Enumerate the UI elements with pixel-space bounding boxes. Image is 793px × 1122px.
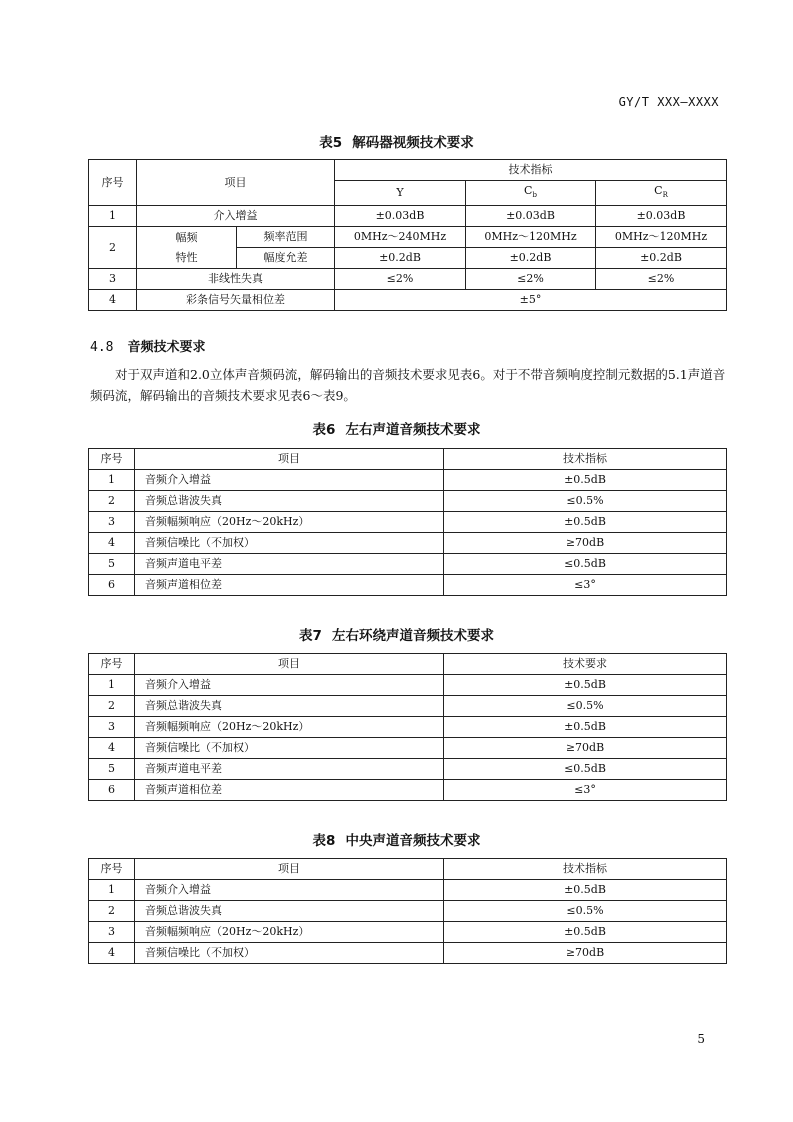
cell-seq: 3 [89, 512, 135, 533]
table6 [88, 448, 727, 596]
cell-spec: ≤0.5dB [444, 554, 727, 575]
cell-seq: 4 [89, 290, 137, 311]
header-spec: 技术指标 [444, 449, 727, 470]
table-row [89, 227, 727, 248]
table8-title: 中央声道音频技术要求 [345, 833, 481, 849]
table-row [89, 512, 727, 533]
table6-title: 左右声道音频技术要求 [345, 422, 481, 438]
cell-item: 音频总谐波失真 [135, 696, 444, 717]
cell-item: 介入增益 [137, 206, 335, 227]
table7-number: 表7 [299, 628, 322, 644]
table-row [89, 717, 727, 738]
table8 [88, 858, 727, 964]
cell-item: 音频声道相位差 [135, 575, 444, 596]
table-header-row [89, 859, 727, 880]
cell-spec: ≥70dB [444, 943, 727, 964]
cell-cr: 0MHz～120MHz [596, 227, 727, 248]
cell-item: 音频声道电平差 [135, 759, 444, 780]
cell-seq: 5 [89, 759, 135, 780]
cell-item: 音频幅频响应（20Hz～20kHz） [135, 512, 444, 533]
cell-spec: ±0.5dB [444, 717, 727, 738]
cell-seq: 3 [89, 717, 135, 738]
table-row [89, 269, 727, 290]
table8-caption [0, 829, 793, 849]
cell-spec: ≤0.5% [444, 901, 727, 922]
cell-subitem: 幅度允差 [237, 248, 335, 269]
table6-number: 表6 [312, 422, 336, 438]
page-number: 5 [697, 1032, 705, 1046]
cell-seq: 4 [89, 943, 135, 964]
cell-item: 彩条信号矢量相位差 [137, 290, 335, 311]
table-row [89, 206, 727, 227]
header-seq: 序号 [89, 449, 135, 470]
cell-item: 音频介入增益 [135, 470, 444, 491]
table-row [89, 943, 727, 964]
cell-spec: ±0.5dB [444, 922, 727, 943]
header-seq: 序号 [89, 160, 137, 206]
table7-caption [0, 624, 793, 644]
table5 [88, 159, 727, 311]
cell-y: ±0.2dB [335, 248, 466, 269]
table5-caption [0, 131, 793, 151]
table7-title: 左右环绕声道音频技术要求 [331, 628, 494, 644]
cell-seq: 2 [89, 696, 135, 717]
cell-item: 音频总谐波失真 [135, 901, 444, 922]
header-cr [596, 181, 727, 206]
section-title: 音频技术要求 [127, 340, 206, 355]
cell-item: 音频信噪比（不加权） [135, 943, 444, 964]
cell-item: 音频声道相位差 [135, 780, 444, 801]
cell-item: 非线性失真 [137, 269, 335, 290]
table-row [89, 533, 727, 554]
cell-merged-spec: ±5° [335, 290, 727, 311]
document-code: GY/T XXX—XXXX [618, 95, 719, 109]
header-item: 项目 [135, 654, 444, 675]
cell-cb: 0MHz～120MHz [466, 227, 596, 248]
header-spec: 技术指标 [444, 859, 727, 880]
cell-spec: ±0.5dB [444, 470, 727, 491]
table-row [89, 880, 727, 901]
header-item: 项目 [135, 449, 444, 470]
header-cb-base: C [524, 184, 533, 197]
cell-item: 音频幅频响应（20Hz～20kHz） [135, 922, 444, 943]
header-spec: 技术要求 [444, 654, 727, 675]
header-seq: 序号 [89, 859, 135, 880]
table7 [88, 653, 727, 801]
table5-number: 表5 [319, 135, 343, 151]
cell-item: 音频声道电平差 [135, 554, 444, 575]
cell-seq: 1 [89, 470, 135, 491]
cell-spec: ±0.5dB [444, 512, 727, 533]
table-row [89, 696, 727, 717]
header-cr-base: C [654, 184, 663, 197]
cell-seq: 2 [89, 901, 135, 922]
header-item: 项目 [135, 859, 444, 880]
table5-title: 解码器视频技术要求 [352, 135, 474, 151]
header-cb-sub: b [532, 191, 537, 200]
cell-cr: ≤2% [596, 269, 727, 290]
header-spec: 技术指标 [335, 160, 727, 181]
table-header-row [89, 160, 727, 181]
cell-seq: 6 [89, 780, 135, 801]
header-item: 项目 [137, 160, 335, 206]
table-row [89, 554, 727, 575]
cell-spec: ≤3° [444, 780, 727, 801]
cell-cb: ±0.2dB [466, 248, 596, 269]
cell-subitem: 频率范围 [237, 227, 335, 248]
table-header-row [89, 449, 727, 470]
cell-seq: 4 [89, 738, 135, 759]
table-row [89, 675, 727, 696]
cell-seq: 6 [89, 575, 135, 596]
cell-spec: ±0.5dB [444, 675, 727, 696]
table-header-row [89, 654, 727, 675]
cell-seq: 3 [89, 922, 135, 943]
cell-item: 音频总谐波失真 [135, 491, 444, 512]
cell-seq: 2 [89, 227, 137, 269]
cell-cb: ±0.03dB [466, 206, 596, 227]
section-paragraph: 对于双声道和2.0立体声音频码流，解码输出的音频技术要求见表6。对于不带音频响度控制元数据的5.1声道音频码流，解码输出的音频技术要求见表6～表9。 [90, 367, 726, 403]
cell-seq: 3 [89, 269, 137, 290]
cell-spec: ≥70dB [444, 533, 727, 554]
cell-seq: 1 [89, 675, 135, 696]
table8-number: 表8 [312, 833, 336, 849]
cell-seq: 4 [89, 533, 135, 554]
cell-cb: ≤2% [466, 269, 596, 290]
table-row [89, 491, 727, 512]
cell-y: 0MHz～240MHz [335, 227, 466, 248]
table-row [89, 922, 727, 943]
section-number: 4.8 [90, 340, 114, 355]
cell-seq: 2 [89, 491, 135, 512]
cell-spec: ±0.5dB [444, 880, 727, 901]
cell-spec: ≥70dB [444, 738, 727, 759]
header-cr-sub: R [662, 191, 668, 200]
cell-item: 音频幅频响应（20Hz～20kHz） [135, 717, 444, 738]
cell-seq: 5 [89, 554, 135, 575]
table-row [89, 738, 727, 759]
cell-cr: ±0.03dB [596, 206, 727, 227]
cell-seq: 1 [89, 206, 137, 227]
section-heading [90, 336, 206, 355]
cell-seq: 1 [89, 880, 135, 901]
cell-group-line1: 幅频 [175, 230, 198, 244]
table-row [89, 780, 727, 801]
table-row [89, 901, 727, 922]
table-row [89, 290, 727, 311]
cell-item: 音频信噪比（不加权） [135, 533, 444, 554]
cell-cr: ±0.2dB [596, 248, 727, 269]
cell-item: 音频介入增益 [135, 880, 444, 901]
header-seq: 序号 [89, 654, 135, 675]
header-y: Y [335, 181, 466, 206]
table-row [89, 470, 727, 491]
cell-y: ≤2% [335, 269, 466, 290]
cell-spec: ≤0.5% [444, 491, 727, 512]
cell-y: ±0.03dB [335, 206, 466, 227]
cell-spec: ≤3° [444, 575, 727, 596]
cell-spec: ≤0.5% [444, 696, 727, 717]
table6-caption [0, 418, 793, 438]
cell-group [137, 227, 237, 269]
cell-spec: ≤0.5dB [444, 759, 727, 780]
table-row [89, 759, 727, 780]
cell-group-line2: 特性 [175, 250, 198, 264]
table-row [89, 575, 727, 596]
cell-item: 音频信噪比（不加权） [135, 738, 444, 759]
cell-item: 音频介入增益 [135, 675, 444, 696]
header-cb [466, 181, 596, 206]
